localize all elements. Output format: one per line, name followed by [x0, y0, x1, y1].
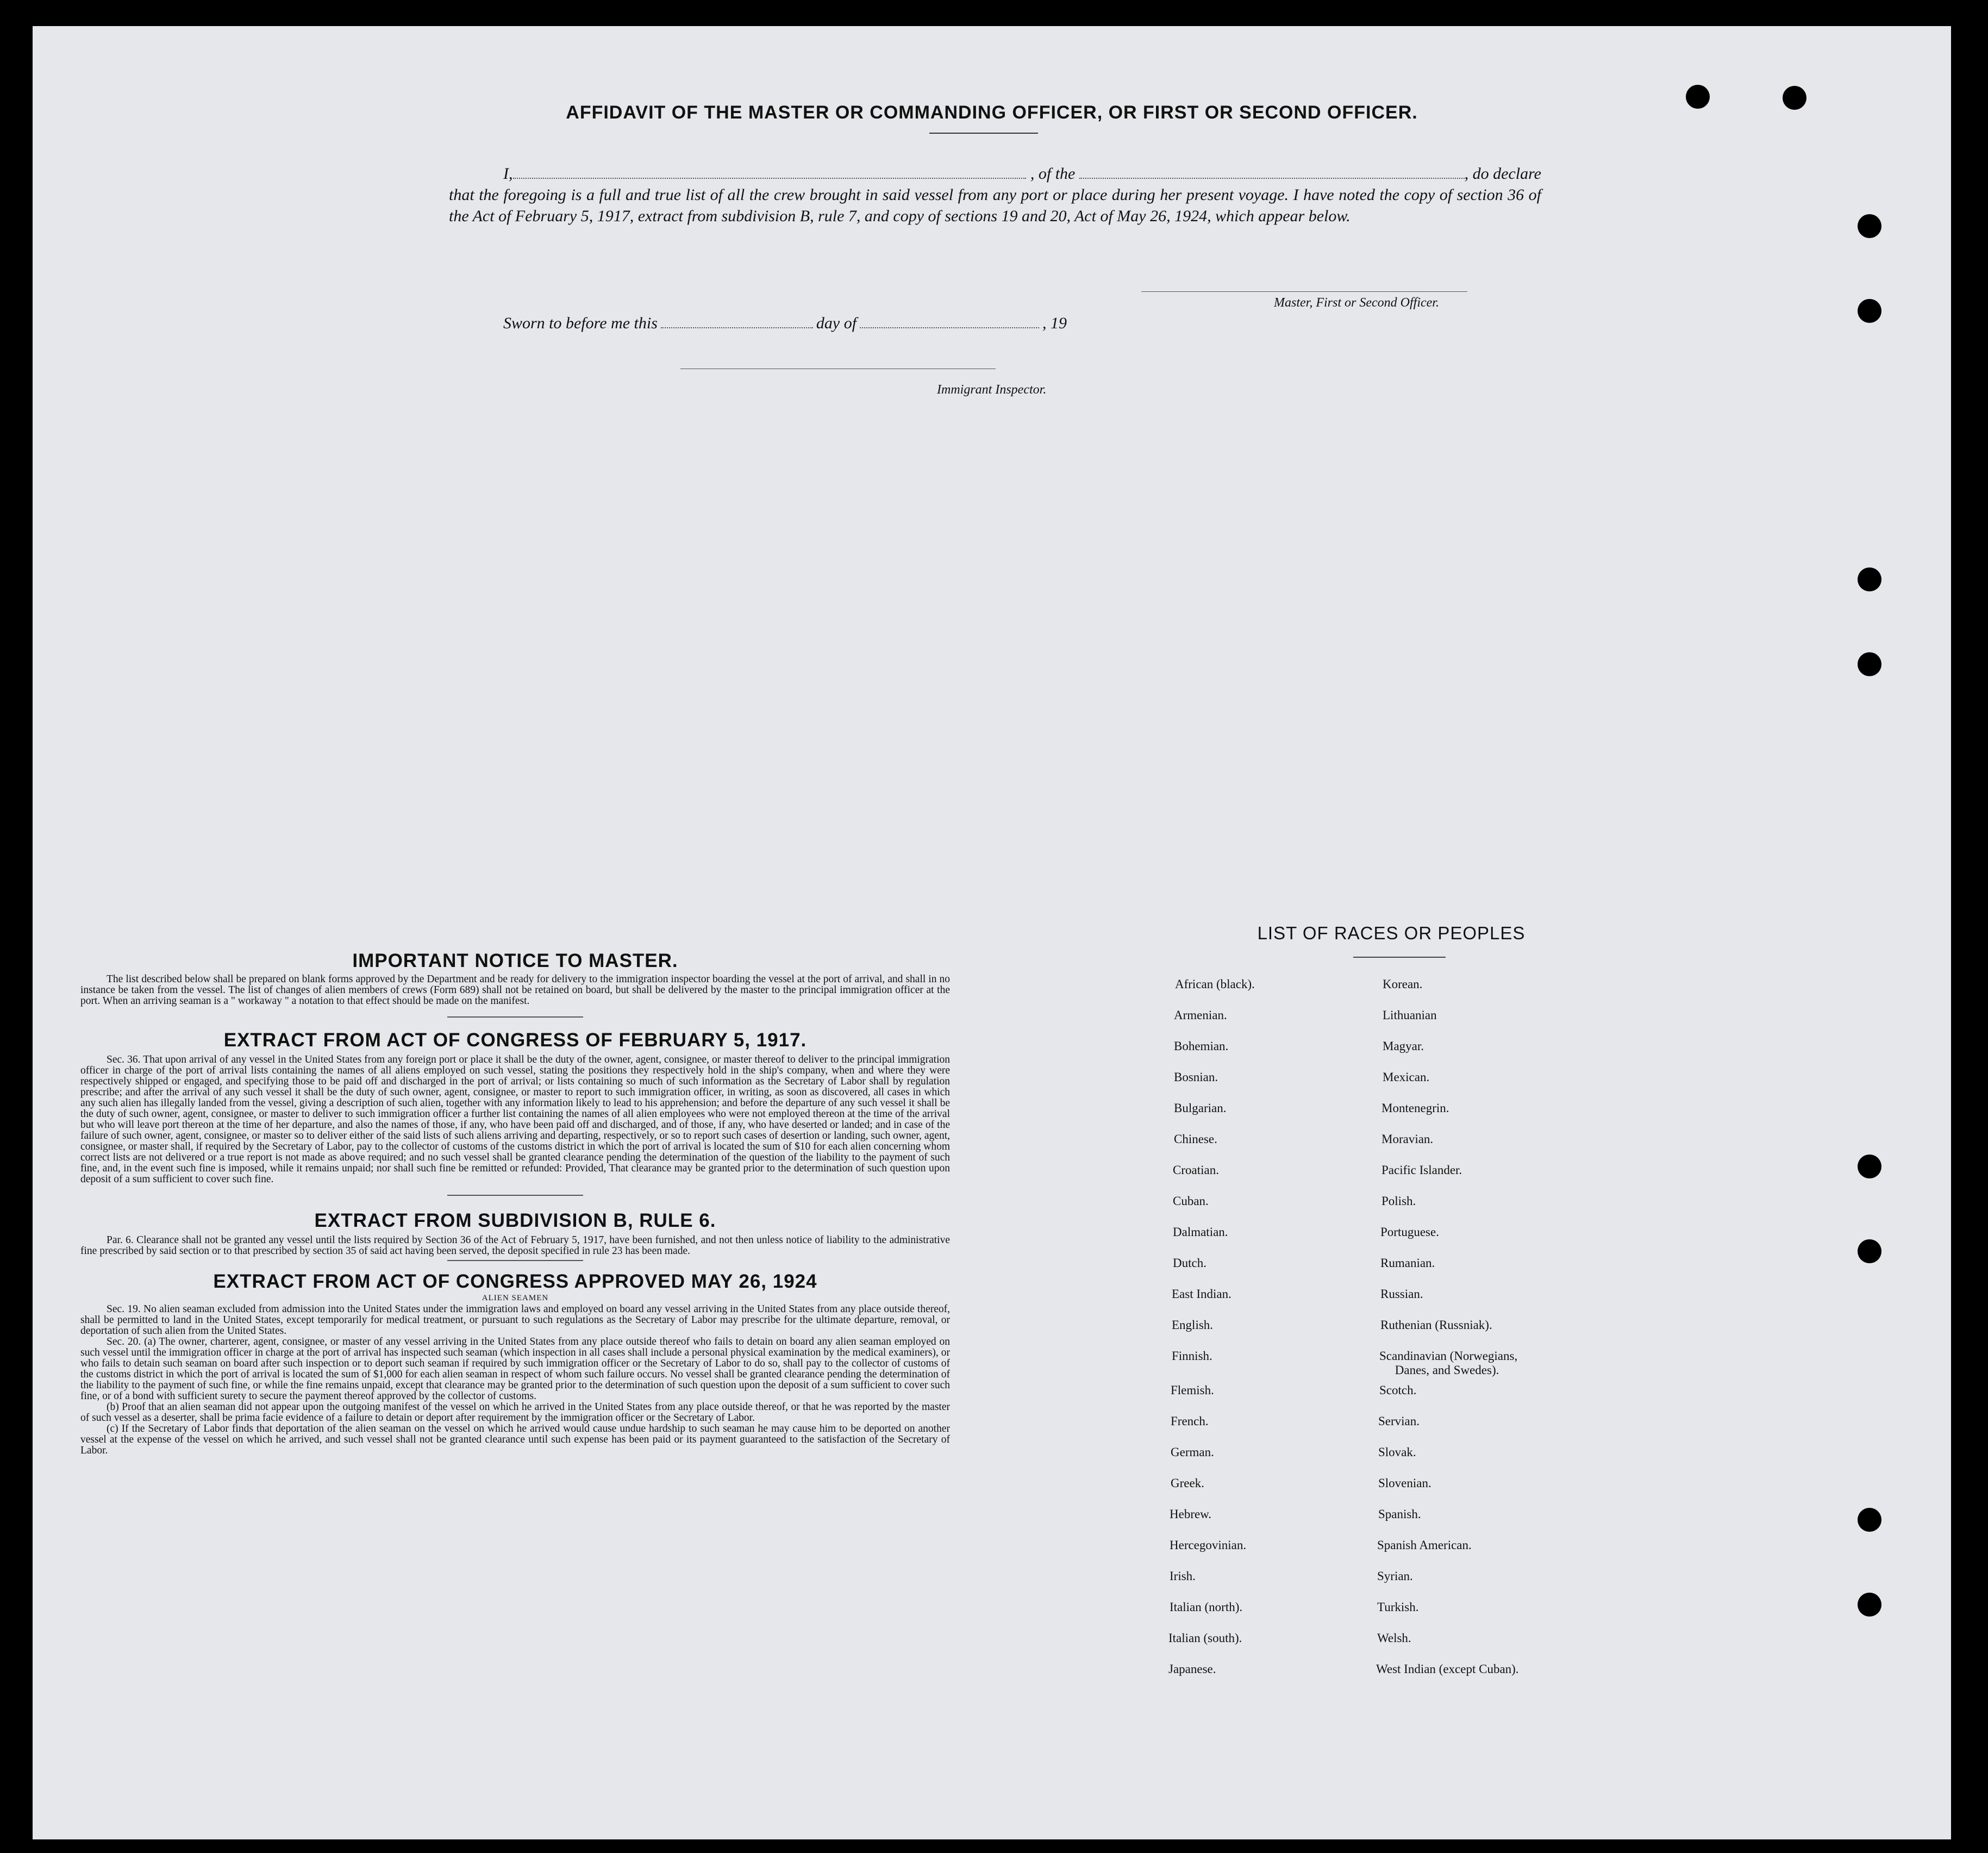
race-item: Flemish. [1171, 1383, 1214, 1397]
of-the-label: , of the [1030, 165, 1076, 183]
race-item: Scotch. [1379, 1383, 1417, 1397]
sworn-label: Sworn to before me this [503, 314, 658, 332]
punch-hole [1858, 1508, 1881, 1532]
punch-hole [1858, 214, 1881, 238]
races-title: LIST OF RACES OR PEOPLES [1257, 923, 1526, 943]
race-item: Portuguese. [1380, 1225, 1439, 1239]
i-label: I, [503, 165, 513, 183]
race-item: Korean. [1383, 977, 1423, 991]
race-item: Syrian. [1377, 1569, 1413, 1583]
race-item: Montenegrin. [1381, 1101, 1449, 1115]
race-item: Turkish. [1377, 1600, 1419, 1614]
race-item: Ruthenian (Russniak). [1380, 1318, 1492, 1332]
race-item: Slovenian. [1378, 1476, 1431, 1490]
extract-rule6-text [80, 1235, 950, 1257]
document-page [33, 26, 1951, 1839]
extract-rule6-paragraph: Par. 6. Clearance shall not be granted any vessel until the lists required by Section 36 of the Act of February 5, 1917, have been furnished, and not then unless notice of liability to the administrative fine prescribed by said section or to that prescribed by section 35 of said act having been served, the deposit specified in rule 23 has been made. [80, 1234, 950, 1257]
name-field[interactable] [513, 165, 1026, 179]
race-item: Greek. [1171, 1476, 1204, 1490]
notice-title: IMPORTANT NOTICE TO MASTER. [352, 950, 678, 971]
race-item: Bohemian. [1174, 1039, 1229, 1053]
notice-paragraph: The list described below shall be prepared on blank forms approved by the Department and be ready for delivery to the immigration inspector boarding the vessel at the port of arrival, and shall in no instance be taken from the vessel. The list of changes of alien members of crews (Form 689) shall not be retained on board, but shall be delivered by the master to the principal immigration officer at the port. When an arriving seaman is a " workaway " a notation to that effect should be made on the manifest. [80, 974, 950, 1007]
race-item: Pacific Islander. [1381, 1163, 1462, 1177]
race-item: West Indian (except Cuban). [1376, 1662, 1519, 1676]
extract-1917-text [80, 1055, 950, 1185]
position-field[interactable] [1079, 165, 1464, 179]
day-of-label: day of [816, 314, 857, 332]
year-label: , 19 [1042, 314, 1067, 332]
race-item: Finnish. [1172, 1349, 1212, 1363]
race-item: Welsh. [1377, 1631, 1411, 1645]
race-item: Bosnian. [1174, 1070, 1218, 1084]
race-item: African (black). [1175, 977, 1255, 991]
affidavit-statement [449, 163, 1541, 227]
notice-column [80, 950, 950, 1456]
declare-label: , do declare [1464, 165, 1541, 183]
race-item: Scandinavian (Norwegians, Danes, and Swedes). [1379, 1349, 1518, 1377]
punch-hole [1858, 299, 1881, 323]
extract-1917-paragraph: Sec. 36. That upon arrival of any vessel in the United States from any foreign port or place it shall be the duty of the owner, agent, consignee, or master thereof to deliver to the principal immigration officer in charge of the port of arrival lists containing the names of all aliens employed on such vessel, stating the positions they respectively hold in the ship's company, when and where they were respectively shipped or engaged, and specifying those to be paid off and discharged in the port of arrival; or lists containing so much of such information as the Secretary of Labor shall by regulation prescribe; and after the arrival of any such vessel it shall be the duty of such owner, agent, consignee, or master to report to such immigration officer, in writing, as soon as discovered, all cases in which any such alien has illegally landed from the vessel, giving a description of such alien, together with any information likely to lead to his apprehension; and before the departure of any such vessel it shall be the duty of such owner, agent, consignee, or master to deliver to such immigration officer a further list containing the names of all alien employees who were not employed thereon at the time of the arrival but who will leave port thereon at the time of her departure, and also the names of those, if any, who have been paid off and discharged, and of those, if any, who have deserted or landed; and in case of the failure of such owner, agent, consignee, or master so to deliver either of the said lists of such aliens arriving and departing, respectively, or so to report such cases of desertion or landing, such owner, agent, consignee, or master shall, if required by the Secretary of Labor, pay to the collector of customs of the customs district in which the port of arrival is located the sum of $10 for each alien concerning whom correct lists are not delivered or a true report is not made as above required; and no such vessel shall be granted clearance pending the determination of the question of the liability to the payment of such fine, and, in the event such fine is imposed, while it remains unpaid; nor shall such fine be remitted or refunded: Provided, That clearance may be granted prior to the determination of such question upon deposit of a sum sufficient to cover such fine. [80, 1054, 950, 1185]
divider [447, 1195, 583, 1196]
race-item: Italian (south). [1168, 1631, 1242, 1645]
sec-19-paragraph: Sec. 19. No alien seaman excluded from admission into the United States under the immigration laws and employed on board any vessel arriving in the United States from any place outside thereof, shall be permitted to land in the United States, except temporarily for medical treatment, or pursuant to such regulations as the Secretary of Labor may prescribe for the ultimate departure, removal, or deportation of such alien from the United States. [80, 1303, 950, 1337]
title-underline [929, 133, 1038, 134]
sworn-month-field[interactable] [860, 314, 1039, 328]
sworn-day-field[interactable] [661, 314, 813, 328]
race-item: German. [1171, 1445, 1214, 1459]
signature-label: Master, First or Second Officer. [1274, 296, 1439, 310]
race-item: Slovak. [1378, 1445, 1416, 1459]
race-item: Chinese. [1174, 1132, 1217, 1146]
race-item: Japanese. [1168, 1662, 1216, 1676]
declaration-body: that the foregoing is a full and true list of all the crew brought in said vessel from any port or place during her present voyage. I have noted the copy of section 36 of the Act of February 5, 1917, extract from subdivision B, rule 7, and copy of sections 19 and 20, Act of May 26, 1924, which appear below. [449, 186, 1541, 225]
race-item: Cuban. [1173, 1194, 1209, 1208]
extract-1924-text [80, 1304, 950, 1456]
race-item: Polish. [1381, 1194, 1416, 1208]
race-item: Servian. [1378, 1414, 1420, 1428]
punch-hole [1858, 1593, 1881, 1617]
race-item: Hercegovinian. [1170, 1538, 1247, 1552]
divider [447, 1260, 583, 1261]
extract-1924-subtitle: ALIEN SEAMEN [482, 1294, 549, 1302]
race-item: Croatian. [1173, 1163, 1219, 1177]
race-item: Russian. [1380, 1287, 1423, 1301]
race-item: Spanish. [1378, 1507, 1421, 1521]
divider [447, 1016, 583, 1018]
race-item: Dutch. [1173, 1256, 1206, 1270]
race-item: Lithuanian [1383, 1008, 1437, 1022]
punch-hole [1858, 652, 1881, 676]
sec-20c-paragraph: (c) If the Secretary of Labor finds that deportation of the alien seaman on the vessel on which he arrived would cause undue hardship to such seaman he may cause him to be deported on another vessel at the expense of the vessel on which he arrived, and such vessel shall not be granted clearance until such expense has been paid or its payment guaranteed to the satisfaction of the Secretary of Labor. [80, 1423, 950, 1456]
race-item: Rumanian. [1380, 1256, 1435, 1270]
race-item: Mexican. [1383, 1070, 1430, 1084]
sec-20b-paragraph: (b) Proof that an alien seaman did not appear upon the outgoing manifest of the vessel on which he arrived in the United States from any place outside thereof, or that he was reported by the master of such vessel as a deserter, shall be prima facie evidence of a failure to detain or deport after requirement by the immigration officer or the Secretary of Labor. [80, 1401, 950, 1424]
race-item: Moravian. [1381, 1132, 1434, 1146]
signature-line[interactable] [1141, 291, 1467, 292]
race-item: Armenian. [1174, 1008, 1227, 1022]
inspector-label: Immigrant Inspector. [937, 383, 1047, 397]
extract-1924-title: EXTRACT FROM ACT OF CONGRESS APPROVED MAY 26, 1924 [213, 1271, 817, 1292]
affidavit-title: AFFIDAVIT OF THE MASTER OR COMMANDING OFFICER, OR FIRST OR SECOND OFFICER. [566, 102, 1418, 123]
races-title-underline [1353, 957, 1446, 958]
race-item: Italian (north). [1170, 1600, 1243, 1614]
race-item: Irish. [1170, 1569, 1196, 1583]
race-item: Hebrew. [1170, 1507, 1212, 1521]
punch-hole [1858, 1155, 1881, 1178]
race-item: Magyar. [1383, 1039, 1424, 1053]
punch-hole [1858, 567, 1881, 591]
race-item: Spanish American. [1377, 1538, 1472, 1552]
sec-20a-paragraph: Sec. 20. (a) The owner, charterer, agent, consignee, or master of any vessel arriving in the United States from any place outside thereof who fails to detain on board any alien seaman employed on such vessel until the immigration officer in charge at the port of arrival has inspected such seaman (which inspection in all cases shall include a personal physical examination by the medical examiners), or who fails to detain such seaman on board after such inspection or to deport such seaman if required by such immigration officer or the Secretary of Labor to do so, shall pay to the collector of customs of the customs district in which the port of arrival is located the sum of $1,000 for each alien seaman in respect of whom such failure occurs. No vessel shall be granted clearance pending the determination of the liability to the payment of such fine, or while the fine remains unpaid, except that clearance may be granted prior to the determination of such question upon the deposit of a sum sufficient to cover such fine, or of a bond with sufficient surety to secure the payment thereof approved by the collector of customs. [80, 1336, 950, 1402]
race-item: Dalmatian. [1173, 1225, 1228, 1239]
race-item: Bulgarian. [1174, 1101, 1227, 1115]
race-item: French. [1171, 1414, 1209, 1428]
extract-1917-title: EXTRACT FROM ACT OF CONGRESS OF FEBRUARY 5, 1917. [223, 1030, 807, 1051]
punch-hole [1858, 1239, 1881, 1263]
sworn-line [503, 314, 1210, 333]
race-item: English. [1172, 1318, 1214, 1332]
extract-rule6-title: EXTRACT FROM SUBDIVISION B, RULE 6. [314, 1210, 716, 1231]
notice-text [80, 974, 950, 1007]
declaration-line [449, 163, 1541, 184]
race-item: East Indian. [1172, 1287, 1231, 1301]
